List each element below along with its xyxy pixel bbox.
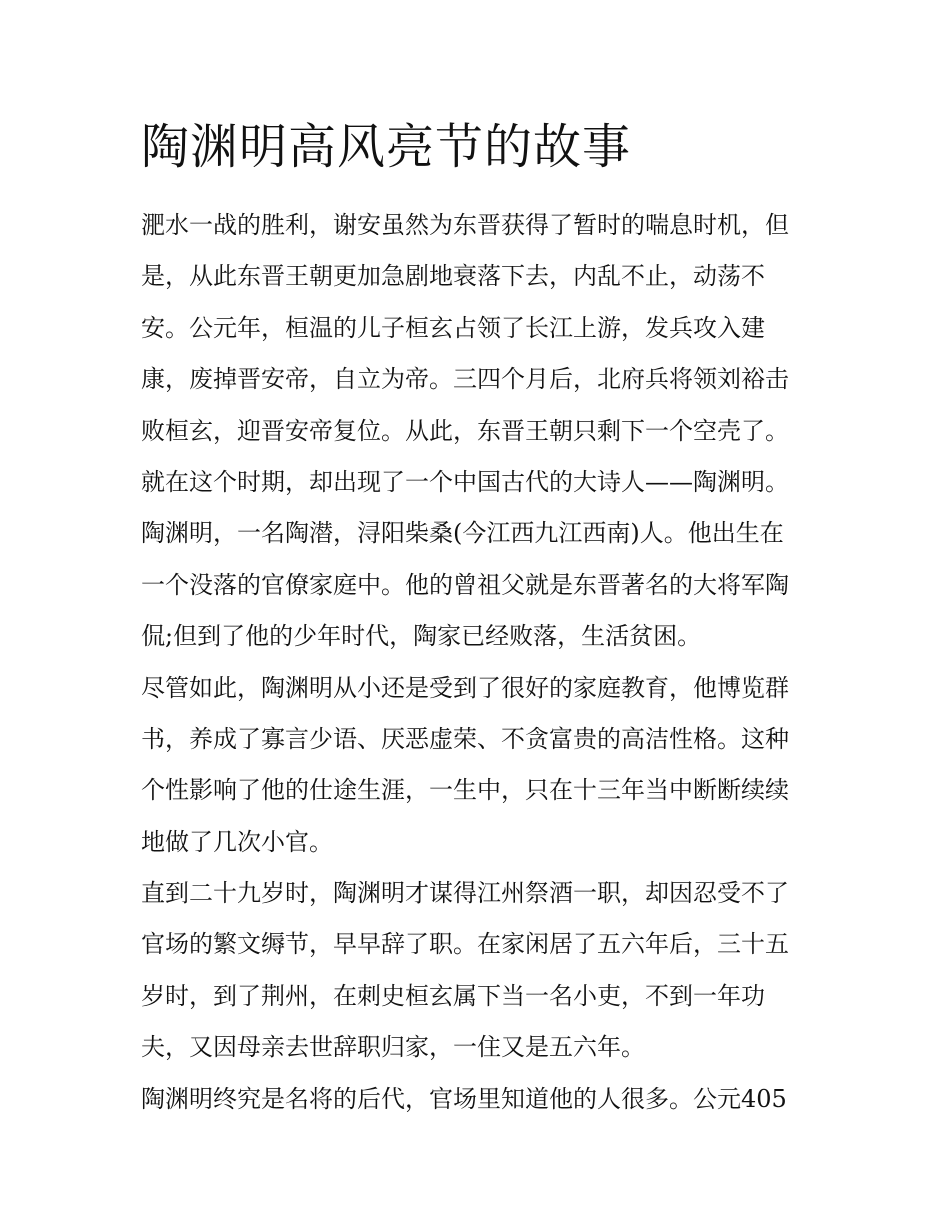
document-title: 陶渊明高风亮节的故事 bbox=[141, 119, 632, 175]
text-line: 败桓玄，迎晋安帝复位。从此，东晋王朝只剩下一个空壳了。 bbox=[141, 416, 789, 445]
text-line: 陶渊明终究是名将的后代，官场里知道他的人很多。公元405 bbox=[141, 1084, 787, 1113]
text-line: 夫，又因母亲去世辞职归家，一住又是五六年。 bbox=[141, 1033, 645, 1062]
text-line: 一个没落的官僚家庭中。他的曾祖父就是东晋著名的大将军陶 bbox=[141, 570, 789, 599]
document-page bbox=[141, 112, 813, 1125]
text-line: 侃;但到了他的少年时代，陶家已经败落，生活贫困。 bbox=[141, 622, 702, 651]
text-line: 就在这个时期，却出现了一个中国古代的大诗人——陶渊明。 bbox=[141, 467, 789, 496]
text-line: 个性影响了他的仕途生涯，一生中，只在十三年当中断断续续 bbox=[141, 776, 789, 805]
document-body bbox=[141, 200, 813, 1125]
text-line: 地做了几次小官。 bbox=[141, 827, 333, 856]
text-line: 书，养成了寡言少语、厌恶虚荣、不贪富贵的高洁性格。这种 bbox=[141, 724, 789, 753]
text-line: 官场的繁文缛节，早早辞了职。在家闲居了五六年后，三十五 bbox=[141, 930, 789, 959]
text-line: 安。公元年，桓温的儿子桓玄占领了长江上游，发兵攻入建 bbox=[141, 313, 765, 342]
text-line: 直到二十九岁时，陶渊明才谋得江州祭酒一职，却因忍受不了 bbox=[141, 879, 789, 908]
text-line: 淝水一战的胜利，谢安虽然为东晋获得了暂时的喘息时机，但 bbox=[141, 211, 789, 239]
text-line: 康，废掉晋安帝，自立为帝。三四个月后，北府兵将领刘裕击 bbox=[141, 365, 789, 394]
text-line: 是，从此东晋王朝更加急剧地衰落下去，内乱不止，动荡不 bbox=[141, 262, 765, 291]
text-line: 尽管如此，陶渊明从小还是受到了很好的家庭教育，他博览群 bbox=[141, 673, 789, 702]
text-line: 岁时，到了荆州，在刺史桓玄属下当一名小吏，不到一年功 bbox=[141, 981, 765, 1010]
text-line: 陶渊明，一名陶潜，浔阳柴桑(今江西九江西南)人。他出生在 bbox=[141, 519, 784, 548]
